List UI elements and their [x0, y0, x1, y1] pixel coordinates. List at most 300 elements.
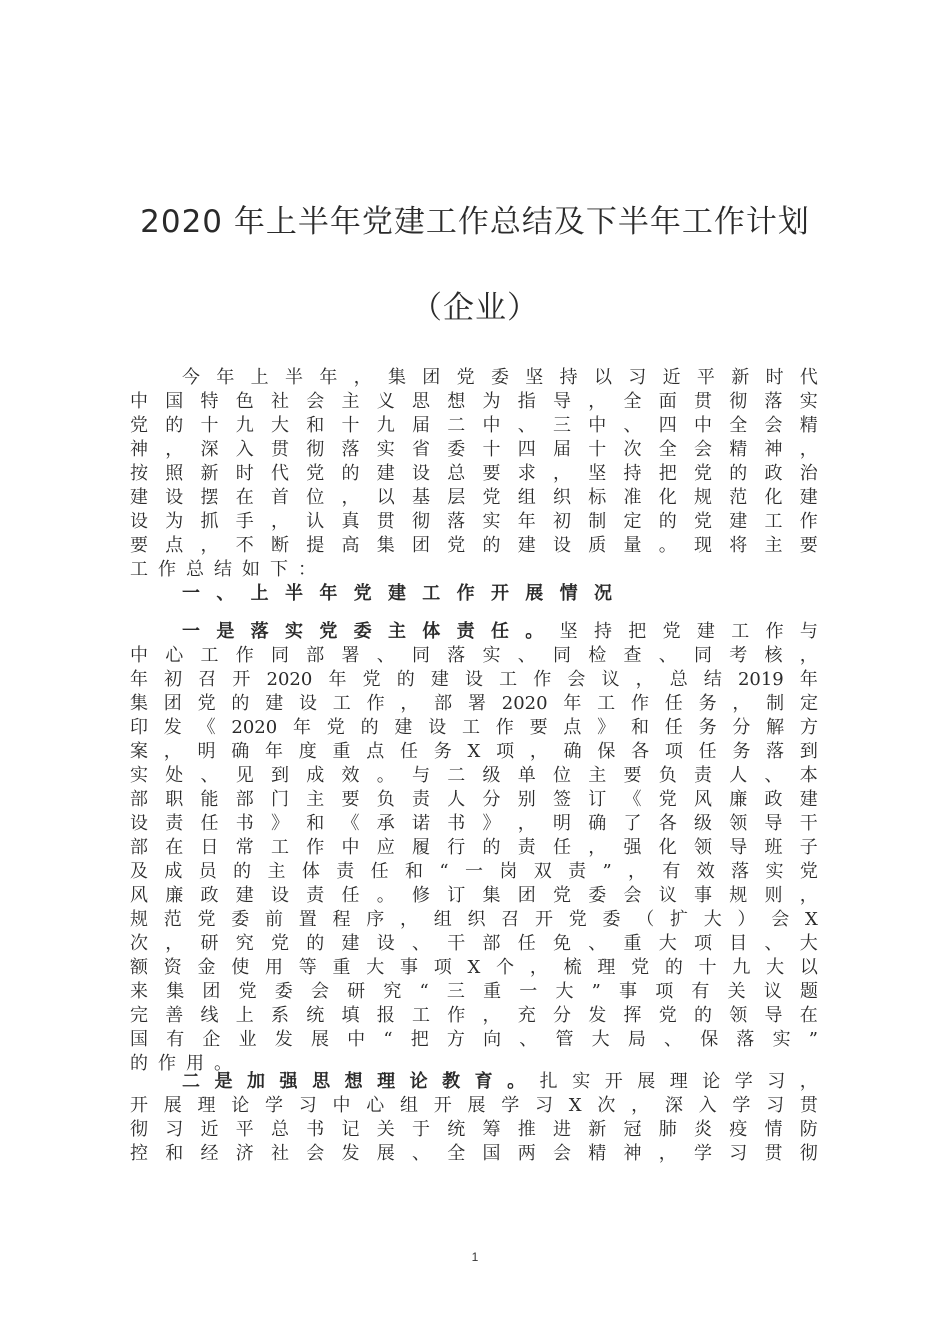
- text-char: 2020: [501, 693, 548, 714]
- text-char: 任: [664, 693, 683, 714]
- text-char: 案: [130, 741, 148, 762]
- text-char: 冠: [623, 1119, 642, 1140]
- text-char: 有: [662, 861, 681, 882]
- text-char: 真: [341, 511, 360, 532]
- text-char: 理: [597, 957, 616, 978]
- text-char: 部: [434, 693, 453, 714]
- text-char: 任: [698, 741, 717, 762]
- text-char: 二: [182, 1071, 200, 1092]
- text-char: 以: [593, 367, 612, 388]
- text-char: 落: [447, 645, 466, 666]
- text-char: 和: [306, 813, 325, 834]
- text-char: 层: [447, 487, 466, 508]
- text-char: 党: [447, 535, 466, 556]
- paragraph-line: [130, 486, 818, 510]
- text-char: 领: [729, 1005, 748, 1026]
- text-char: 委: [588, 885, 607, 906]
- text-char: 习: [535, 1095, 553, 1116]
- paragraph-line: [130, 716, 818, 740]
- text-char: 。: [507, 1071, 526, 1092]
- text-char: 总: [447, 463, 466, 484]
- text-char: 量: [623, 535, 642, 556]
- text-char: 。: [376, 885, 395, 906]
- text-char: 强: [279, 1071, 298, 1092]
- text-char: 入: [235, 439, 254, 460]
- text-char: 的: [482, 837, 501, 858]
- text-char: 署: [467, 693, 486, 714]
- text-char: 开: [433, 1095, 452, 1116]
- text-char: 强: [623, 837, 642, 858]
- text-char: 国: [130, 1029, 148, 1050]
- text-char: 贯: [799, 1095, 818, 1116]
- text-char: 坚: [588, 463, 607, 484]
- paragraph-line: [130, 956, 818, 980]
- text-char: 年: [328, 669, 347, 690]
- text-char: 梳: [563, 957, 582, 978]
- text-char: X: [805, 909, 818, 930]
- text-char: 明: [197, 741, 216, 762]
- text-char: 设: [428, 717, 447, 738]
- text-char: 会: [623, 885, 642, 906]
- text-char: 规: [694, 487, 712, 508]
- text-char: 建: [394, 717, 413, 738]
- text-char: 方: [799, 717, 818, 738]
- text-char: 总: [186, 559, 204, 580]
- text-char: 能: [200, 789, 219, 810]
- text-char: 展: [310, 1029, 329, 1050]
- text-char: 2020: [231, 717, 278, 738]
- text-char: 部: [235, 789, 254, 810]
- text-char: 责: [306, 885, 325, 906]
- text-char: 任: [370, 861, 389, 882]
- text-char: 填: [341, 1005, 360, 1026]
- text-char: 的: [664, 957, 683, 978]
- text-char: 开: [604, 1071, 623, 1092]
- text-char: 履: [412, 837, 430, 858]
- text-char: 理: [669, 1071, 688, 1092]
- text-char: 主: [764, 535, 783, 556]
- text-char: 来: [130, 981, 148, 1002]
- text-char: 习: [165, 1119, 184, 1140]
- text-char: 次: [597, 1095, 616, 1116]
- text-char: 要: [623, 765, 642, 786]
- text-char: 作: [495, 717, 514, 738]
- text-char: 中: [341, 837, 360, 858]
- text-char: 处: [165, 765, 184, 786]
- text-char: 项: [664, 741, 683, 762]
- text-char: 发: [274, 1029, 293, 1050]
- text-char: 结: [703, 669, 722, 690]
- text-char: 持: [593, 621, 612, 642]
- text-char: 题: [799, 981, 818, 1002]
- text-char: 特: [200, 391, 219, 412]
- text-char: 化: [658, 487, 677, 508]
- text-char: 局: [627, 1029, 646, 1050]
- text-char: 书: [235, 813, 254, 834]
- text-char: 解: [766, 717, 785, 738]
- text-char: 》: [597, 717, 616, 738]
- text-char: 组: [400, 1095, 418, 1116]
- text-char: 大: [366, 957, 385, 978]
- text-char: 任: [400, 741, 418, 762]
- text-char: 、: [412, 933, 430, 954]
- text-char: ，: [529, 957, 548, 978]
- text-char: 、: [517, 415, 536, 436]
- paragraph-line: [130, 644, 818, 668]
- paragraph-line: [130, 764, 818, 788]
- text-char: 主: [341, 391, 360, 412]
- paragraph-line: [130, 510, 818, 534]
- text-char: 实: [482, 511, 501, 532]
- text-char: 。: [525, 621, 544, 642]
- text-char: 2019: [737, 669, 784, 690]
- text-char: 肺: [658, 1119, 677, 1140]
- text-char: 设: [165, 487, 184, 508]
- text-char: 国: [165, 391, 184, 412]
- text-char: 范: [729, 487, 748, 508]
- text-char: 中: [130, 391, 148, 412]
- text-char: 委: [274, 981, 293, 1002]
- text-char: 领: [729, 813, 748, 834]
- text-char: 落: [736, 1029, 755, 1050]
- text-char: 党: [694, 463, 712, 484]
- text-char: “: [439, 861, 449, 882]
- text-char: 作: [765, 621, 784, 642]
- text-char: 经: [200, 1143, 219, 1164]
- paragraph-line: [130, 534, 818, 558]
- text-char: 精: [588, 1143, 607, 1164]
- text-char: 明: [553, 813, 571, 834]
- text-char: 任: [517, 933, 536, 954]
- text-char: ，: [529, 741, 548, 762]
- text-char: 展: [467, 1095, 486, 1116]
- text-char: 工: [422, 583, 441, 604]
- text-char: 贯: [694, 391, 712, 412]
- text-char: 九: [235, 415, 254, 436]
- text-char: 织: [467, 909, 486, 930]
- text-char: 责: [412, 789, 430, 810]
- text-char: 二: [447, 765, 466, 786]
- text-char: 集: [166, 981, 185, 1002]
- text-char: 政: [764, 789, 783, 810]
- text-char: 会: [306, 1143, 325, 1164]
- text-char: 事: [694, 885, 712, 906]
- text-char: 新: [588, 1119, 607, 1140]
- text-char: 委: [231, 909, 250, 930]
- text-char: ，: [799, 645, 818, 666]
- text-char: 贯: [764, 1143, 783, 1164]
- text-char: 精: [799, 415, 818, 436]
- text-char: 进: [553, 1119, 571, 1140]
- text-char: ，: [271, 511, 289, 532]
- text-char: 方: [446, 1029, 465, 1050]
- page-number: 1: [471, 1250, 479, 1264]
- text-char: 次: [623, 439, 642, 460]
- text-char: 书: [306, 1119, 325, 1140]
- text-char: 代: [799, 367, 818, 388]
- text-char: 责: [336, 861, 355, 882]
- text-char: 主: [588, 765, 607, 786]
- text-char: 报: [376, 1005, 395, 1026]
- text-char: 党: [631, 957, 650, 978]
- text-char: 位: [553, 765, 571, 786]
- text-char: 教: [442, 1071, 461, 1092]
- text-char: 导: [764, 813, 783, 834]
- text-char: 常: [235, 837, 254, 858]
- text-char: 结: [214, 559, 232, 580]
- text-char: 到: [799, 741, 818, 762]
- text-char: 班: [764, 837, 783, 858]
- text-char: 同: [412, 645, 430, 666]
- text-char: ，: [799, 439, 818, 460]
- text-char: 重: [483, 981, 502, 1002]
- text-char: 神: [764, 439, 783, 460]
- text-char: 效: [696, 861, 715, 882]
- text-char: 年: [563, 693, 582, 714]
- text-char: 落: [447, 511, 466, 532]
- text-char: 用: [265, 957, 283, 978]
- text-char: 工: [130, 559, 148, 580]
- text-char: 任: [664, 717, 683, 738]
- text-char: 风: [694, 789, 712, 810]
- text-char: 要: [482, 463, 501, 484]
- text-char: 九: [732, 957, 751, 978]
- text-char: 见: [235, 765, 254, 786]
- text-char: 同: [694, 645, 712, 666]
- text-char: 设: [553, 535, 571, 556]
- text-char: 习: [298, 1095, 317, 1116]
- text-char: 党: [662, 621, 681, 642]
- text-char: ，: [553, 463, 571, 484]
- text-char: 的: [729, 463, 748, 484]
- text-char: 任: [200, 813, 219, 834]
- document-subtitle: （企业）: [411, 290, 539, 326]
- text-char: 会: [306, 391, 325, 412]
- text-char: 究: [383, 981, 402, 1002]
- text-char: 重: [332, 957, 351, 978]
- text-char: 分: [553, 1005, 571, 1026]
- text-char: 党: [362, 669, 381, 690]
- text-char: 范: [163, 909, 182, 930]
- paragraph-line: [130, 390, 818, 414]
- text-char: 把: [628, 621, 647, 642]
- text-char: 组: [517, 487, 536, 508]
- text-char: 要: [799, 535, 818, 556]
- text-char: 个: [496, 957, 515, 978]
- text-char: ，: [631, 1095, 650, 1116]
- text-char: 党: [553, 885, 571, 906]
- text-char: 主: [267, 861, 286, 882]
- text-char: 学: [265, 1095, 283, 1116]
- text-char: 保: [700, 1029, 719, 1050]
- text-char: 精: [729, 439, 748, 460]
- text-char: 委: [447, 439, 466, 460]
- text-char: 单: [517, 765, 536, 786]
- text-char: 中: [694, 415, 712, 436]
- text-char: 一: [519, 981, 538, 1002]
- text-char: ，: [165, 439, 184, 460]
- text-char: 制: [588, 511, 607, 532]
- text-char: 初: [553, 511, 571, 532]
- text-char: 认: [306, 511, 325, 532]
- text-char: 党: [306, 463, 325, 484]
- text-char: 展: [525, 583, 544, 604]
- text-char: 建: [799, 789, 818, 810]
- text-char: 筹: [482, 1119, 501, 1140]
- text-char: 议: [658, 885, 677, 906]
- text-char: 充: [517, 1005, 536, 1026]
- paragraph-line: [130, 884, 818, 908]
- text-char: 平: [235, 1119, 254, 1140]
- text-char: 炎: [694, 1119, 712, 1140]
- text-char: 近: [662, 367, 681, 388]
- text-char: 建: [235, 885, 254, 906]
- text-char: 育: [474, 1071, 493, 1092]
- text-char: 论: [409, 1071, 428, 1092]
- text-char: 党: [658, 1005, 677, 1026]
- text-char: 《: [623, 789, 642, 810]
- text-char: 部: [130, 837, 148, 858]
- text-char: 实: [765, 861, 784, 882]
- paragraph-line: [182, 366, 818, 390]
- text-char: 确: [563, 741, 582, 762]
- text-char: 、: [519, 1029, 538, 1050]
- text-char: 规: [729, 885, 748, 906]
- text-char: 管: [555, 1029, 574, 1050]
- paragraph-line: [130, 558, 818, 582]
- text-char: 到: [271, 765, 289, 786]
- text-char: ”: [808, 1029, 818, 1050]
- text-char: 平: [696, 367, 715, 388]
- text-char: ，: [588, 391, 607, 412]
- text-char: 作: [235, 645, 254, 666]
- text-char: 等: [298, 957, 317, 978]
- text-char: 论: [231, 1095, 250, 1116]
- text-char: 九: [376, 415, 395, 436]
- text-char: 心: [366, 1095, 385, 1116]
- text-char: 推: [517, 1119, 536, 1140]
- text-char: 工: [764, 511, 783, 532]
- text-char: 党: [197, 909, 216, 930]
- text-char: 坚: [525, 367, 544, 388]
- text-char: 、: [588, 933, 607, 954]
- text-char: 风: [130, 885, 148, 906]
- text-char: 子: [799, 837, 818, 858]
- text-char: ，: [588, 837, 607, 858]
- text-char: 彻: [412, 511, 430, 532]
- text-char: 二: [447, 415, 466, 436]
- text-char: 年: [216, 367, 235, 388]
- text-char: 习: [767, 1071, 786, 1092]
- text-char: 议: [601, 669, 620, 690]
- paragraph-line: [130, 980, 818, 1004]
- text-char: 持: [623, 463, 642, 484]
- text-char: 项: [433, 957, 452, 978]
- text-char: 开: [232, 669, 251, 690]
- text-char: 济: [235, 1143, 254, 1164]
- text-char: 深: [200, 439, 219, 460]
- text-char: 近: [200, 1119, 219, 1140]
- text-char: 会: [567, 669, 586, 690]
- text-char: 工: [499, 669, 518, 690]
- text-char: 统: [447, 1119, 466, 1140]
- text-char: 党: [658, 789, 677, 810]
- text-char: 大: [591, 1029, 610, 1050]
- text-char: 定: [623, 511, 642, 532]
- text-char: 首: [271, 487, 289, 508]
- text-char: 加: [247, 1071, 266, 1092]
- paragraph-line: [130, 1142, 818, 1166]
- paragraph-line: [130, 414, 818, 438]
- text-char: 建: [387, 583, 406, 604]
- text-char: 召: [501, 909, 520, 930]
- text-char: 会: [694, 439, 712, 460]
- text-char: 三: [446, 981, 465, 1002]
- text-char: 。: [376, 765, 395, 786]
- paragraph-line: [130, 1118, 818, 1142]
- text-char: 总: [669, 669, 688, 690]
- text-char: 发: [163, 717, 182, 738]
- text-char: 、: [658, 645, 677, 666]
- text-char: 重: [332, 741, 351, 762]
- text-char: 设: [130, 511, 148, 532]
- text-char: 主: [387, 621, 406, 642]
- text-char: 务: [698, 693, 717, 714]
- text-char: 事: [400, 957, 418, 978]
- text-char: 组: [433, 909, 452, 930]
- text-char: 设: [130, 813, 148, 834]
- text-char: 任: [553, 837, 571, 858]
- text-char: 有: [691, 981, 710, 1002]
- text-char: 责: [568, 861, 587, 882]
- text-char: 。: [658, 535, 677, 556]
- text-char: 、: [216, 583, 235, 604]
- text-char: 程: [332, 909, 351, 930]
- text-char: 《: [197, 717, 216, 738]
- text-char: ”: [591, 981, 601, 1002]
- text-char: 落: [766, 741, 785, 762]
- text-char: 同: [271, 645, 289, 666]
- paragraph-line: [130, 462, 818, 486]
- text-char: 实: [772, 1029, 791, 1050]
- text-char: ，: [341, 487, 360, 508]
- text-char: 线: [200, 1005, 219, 1026]
- text-char: 今: [182, 367, 200, 388]
- text-char: 大: [271, 415, 289, 436]
- text-char: 要: [130, 535, 148, 556]
- paragraph-line: [130, 1094, 818, 1118]
- text-char: 一: [464, 861, 483, 882]
- text-char: 体: [301, 861, 320, 882]
- text-char: 的: [341, 463, 360, 484]
- text-char: 高: [341, 535, 360, 556]
- text-char: 廉: [729, 789, 748, 810]
- text-char: ：: [298, 559, 316, 580]
- text-char: 心: [165, 645, 184, 666]
- text-char: 准: [623, 487, 642, 508]
- paragraph-line: [130, 932, 818, 956]
- text-char: “: [419, 981, 429, 1002]
- text-char: 制: [766, 693, 785, 714]
- text-char: 、: [200, 765, 219, 786]
- text-char: 关: [376, 1119, 395, 1140]
- text-char: 理: [197, 1095, 216, 1116]
- text-char: 诺: [412, 813, 430, 834]
- text-char: 、: [764, 933, 783, 954]
- text-char: 会: [553, 1143, 571, 1164]
- text-char: 企: [202, 1029, 221, 1050]
- text-char: 彻: [729, 391, 748, 412]
